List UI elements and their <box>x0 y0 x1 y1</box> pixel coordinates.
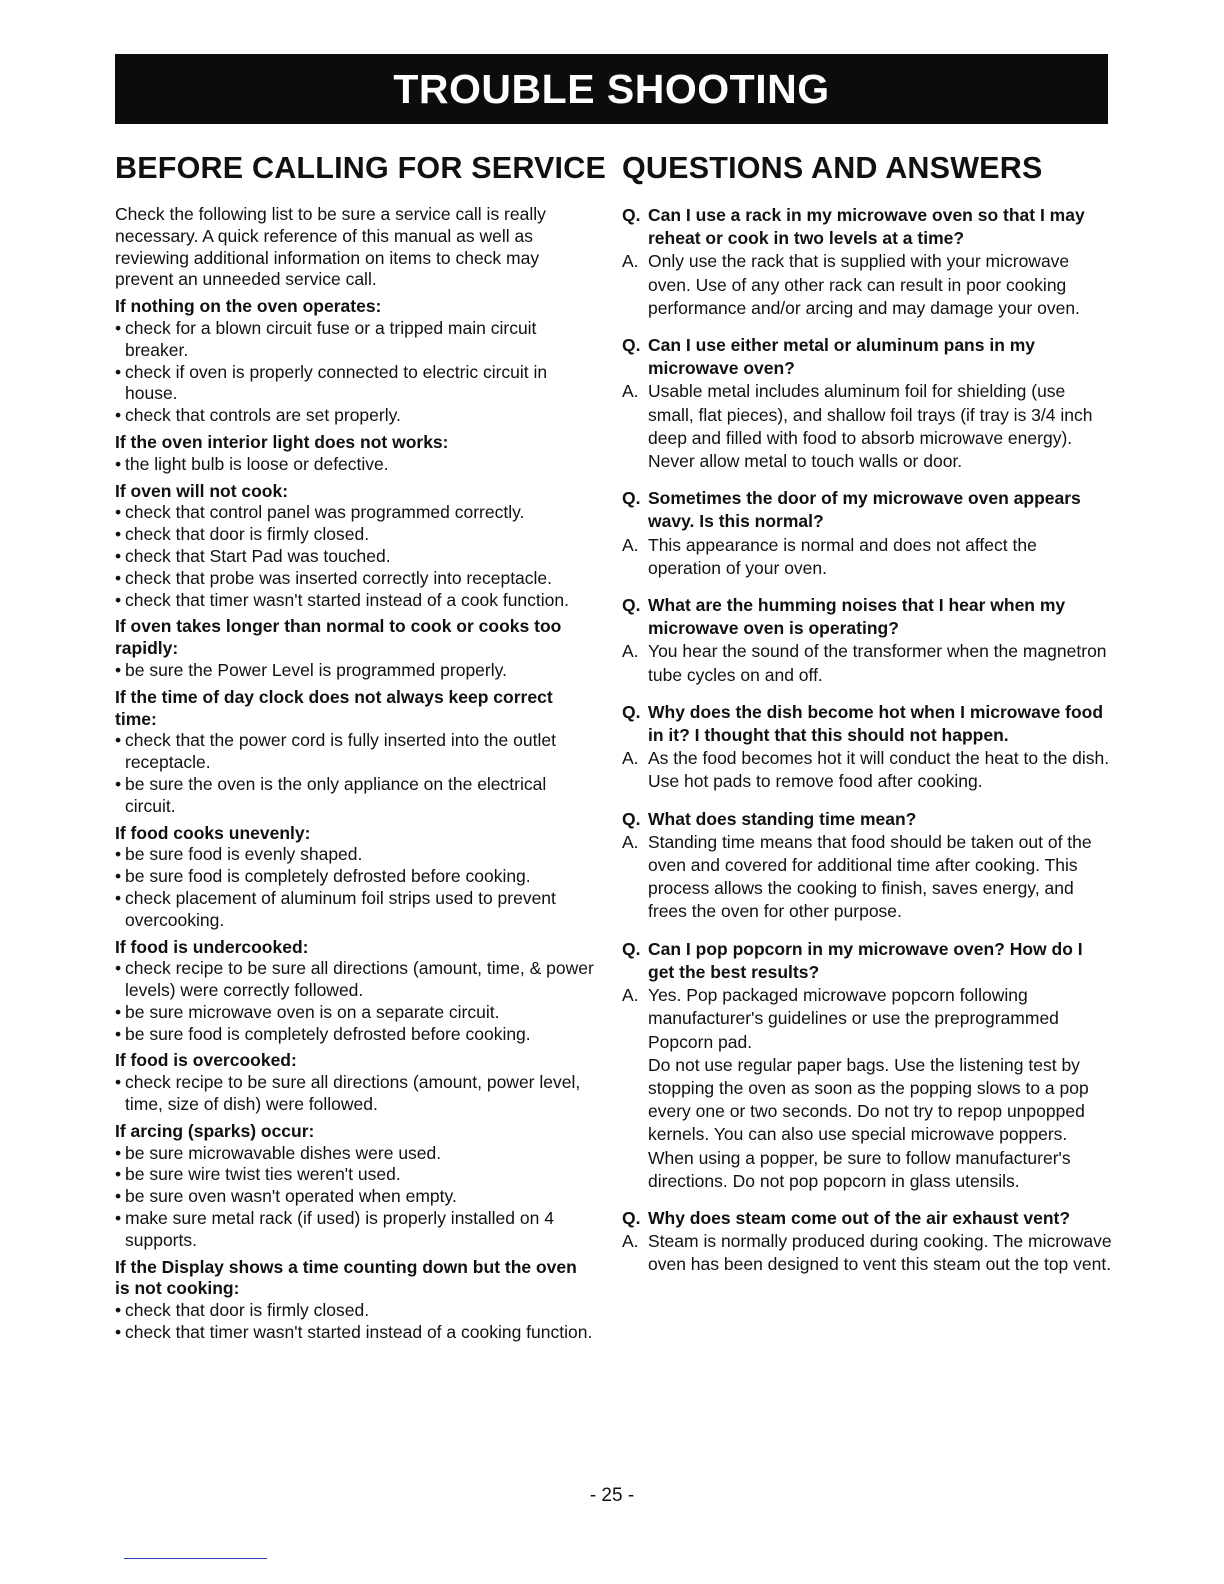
qa-item <box>622 808 1112 924</box>
trouble-section <box>115 616 595 681</box>
checklist-item: • check if oven is properly connected to electric circuit in house. <box>115 362 595 406</box>
checklist-item: • be sure oven wasn't operated when empty. <box>115 1186 595 1208</box>
trouble-section <box>115 823 595 932</box>
trouble-section-heading: If food is overcooked: <box>115 1050 297 1071</box>
question-text: What does standing time mean? <box>648 808 917 829</box>
answer <box>622 380 1112 473</box>
checklist-item: • check that control panel was programmed correctly. <box>115 502 595 524</box>
checklist-item: • check that the power cord is fully inserted into the outlet receptacle. <box>115 730 595 774</box>
trouble-checklist <box>115 1300 595 1344</box>
trouble-section <box>115 481 595 612</box>
checklist-item: • check recipe to be sure all directions (amount, time, & power levels) were correctly followed. <box>115 958 595 1002</box>
checklist-item: • check that door is firmly closed. <box>115 524 595 546</box>
question-text: Can I pop popcorn in my microwave oven? How do I get the best results? <box>648 938 1083 982</box>
qa-item <box>622 204 1112 320</box>
answer <box>622 250 1112 320</box>
answer-marker: A. <box>622 251 639 272</box>
checklist-item: • be sure wire twist ties weren't used. <box>115 1164 595 1186</box>
question <box>622 808 1112 831</box>
answer-marker: A. <box>622 748 639 769</box>
question <box>622 1207 1112 1230</box>
trouble-checklist <box>115 1143 595 1252</box>
trouble-checklist <box>115 318 595 427</box>
question <box>622 701 1112 747</box>
answer-text: As the food becomes hot it will conduct the heat to the dish. Use hot pads to remove food after cooking. <box>648 748 1110 792</box>
trouble-checklist <box>115 730 595 817</box>
page-number: - 25 - <box>589 1485 635 1506</box>
qa-list <box>622 204 1112 1277</box>
question-text: Why does the dish become hot when I microwave food in it? I thought that this should not happen. <box>648 701 1104 746</box>
checklist-item: • check that door is firmly closed. <box>115 1300 595 1322</box>
answer-marker: A. <box>622 381 639 402</box>
qa-item <box>622 594 1112 687</box>
question <box>622 487 1112 533</box>
checklist-item: • check that timer wasn't started instead of a cook function. <box>115 590 595 612</box>
trouble-checklist <box>115 454 595 476</box>
answer <box>622 831 1112 924</box>
trouble-section-heading: If arcing (sparks) occur: <box>115 1120 315 1141</box>
qa-item <box>622 701 1112 794</box>
checklist-item: • check that probe was inserted correctly into receptacle. <box>115 568 595 590</box>
trouble-section <box>115 432 595 476</box>
question <box>622 594 1112 640</box>
answer <box>622 747 1112 793</box>
answer <box>622 640 1112 686</box>
troubleshooting-list <box>115 296 595 1344</box>
trouble-checklist <box>115 844 595 931</box>
checklist-item: • check that controls are set properly. <box>115 405 595 427</box>
trouble-checklist <box>115 1072 595 1116</box>
question-marker: Q. <box>622 205 641 225</box>
question-text: Can I use a rack in my microwave oven so that I may reheat or cook in two levels at a time? <box>648 205 1085 249</box>
question <box>622 938 1112 984</box>
answer <box>622 984 1112 1193</box>
trouble-checklist <box>115 660 595 682</box>
trouble-section-heading: If nothing on the oven operates: <box>115 296 382 317</box>
question-marker: Q. <box>622 595 641 616</box>
checklist-item: • be sure food is completely defrosted before cooking. <box>115 866 595 888</box>
checklist-item: • be sure the Power Level is programmed properly. <box>115 660 595 682</box>
checklist-item: • check placement of aluminum foil strips used to prevent overcooking. <box>115 888 595 932</box>
checklist-item: • check for a blown circuit fuse or a tripped main circuit breaker. <box>115 318 595 362</box>
qa-heading: QUESTIONS AND ANSWERS <box>622 151 1043 185</box>
question-marker: Q. <box>622 938 641 959</box>
answer-text: Yes. Pop packaged microwave popcorn following manufacturer's guidelines or use the preprogrammed Popcorn pad. <box>648 985 1059 1052</box>
answer-text: Do not use regular paper bags. Use the listening test by stopping the oven as soon as the popping slows to a pop every one or two seconds. Do not try to repop unpopped kernels. You can also use special microwave poppers. When using a popper, be sure to follow manufacturer's directions. Do not pop popcorn in glass utensils. <box>648 1054 1089 1191</box>
answer-marker: A. <box>622 831 639 852</box>
trouble-checklist <box>115 958 595 1045</box>
checklist-item: • be sure food is completely defrosted before cooking. <box>115 1024 595 1046</box>
answer <box>622 534 1112 580</box>
question-marker: Q. <box>622 701 641 722</box>
checklist-item: • be sure the oven is the only appliance on the electrical circuit. <box>115 774 595 818</box>
qa-item <box>622 1207 1112 1277</box>
checklist-item: • be sure food is evenly shaped. <box>115 844 595 866</box>
checklist-item: • be sure microwavable dishes were used. <box>115 1143 595 1165</box>
answer-marker: A. <box>622 985 639 1006</box>
trouble-section <box>115 1257 595 1344</box>
answer-text: Steam is normally produced during cooking. The microwave oven has been designed to vent this steam out the top vent. <box>648 1231 1112 1275</box>
question-text: What are the humming noises that I hear when my microwave oven is operating? <box>648 595 1066 639</box>
checklist-item: • be sure microwave oven is on a separate circuit. <box>115 1002 595 1024</box>
answer-text: Only use the rack that is supplied with your microwave oven. Use of any other rack can result in poor cooking performance and/or arcing and may damage your oven. <box>648 251 1080 318</box>
trouble-section <box>115 937 595 1046</box>
footer-rule <box>124 1558 267 1559</box>
question-text: Can I use either metal or aluminum pans in my microwave oven? <box>648 335 1036 379</box>
question <box>622 334 1112 380</box>
trouble-section <box>115 687 595 818</box>
intro-paragraph: Check the following list to be sure a service call is really necessary. A quick reference of this manual as well as reviewing additional information on items to check may prevent an unneeded service call. <box>115 204 546 290</box>
qa-item <box>622 334 1112 473</box>
trouble-section <box>115 1050 595 1115</box>
trouble-section-heading: If food cooks unevenly: <box>115 822 311 843</box>
question-text: Sometimes the door of my microwave oven appears wavy. Is this normal? <box>648 488 1081 532</box>
qa-item <box>622 487 1112 580</box>
answer-text: Usable metal includes aluminum foil for shielding (use small, flat pieces), and shallow foil trays (if tray is 3/4 inch deep and filled with food to absorb microwave energy). Never allow metal to touch walls or door. <box>648 381 1093 472</box>
question-marker: Q. <box>622 1207 641 1228</box>
qa-column <box>622 150 1112 1291</box>
question-marker: Q. <box>622 808 641 829</box>
answer-text: Standing time means that food should be taken out of the oven and covered for additional time after cooking. This process allows the cooking to finish, saves energy, and frees the oven for other purpose. <box>648 831 1092 922</box>
question-text: Why does steam come out of the air exhaust vent? <box>648 1207 1071 1228</box>
answer-marker: A. <box>622 641 639 662</box>
trouble-section <box>115 1121 595 1252</box>
question-marker: Q. <box>622 488 641 509</box>
before-calling-column <box>115 150 606 1344</box>
answer-marker: A. <box>622 534 639 555</box>
trouble-checklist <box>115 502 595 611</box>
question <box>622 204 1112 250</box>
trouble-section-heading: If food is undercooked: <box>115 936 309 957</box>
question-marker: Q. <box>622 335 641 356</box>
trouble-section-heading: If the time of day clock does not always keep correct time: <box>115 686 553 729</box>
answer-marker: A. <box>622 1231 639 1252</box>
qa-item <box>622 938 1112 1193</box>
answer-text: This appearance is normal and does not affect the operation of your oven. <box>648 534 1037 578</box>
checklist-item: • make sure metal rack (if used) is properly installed on 4 supports. <box>115 1208 595 1252</box>
trouble-section-heading: If oven will not cook: <box>115 480 289 501</box>
answer-text: You hear the sound of the transformer when the magnetron tube cycles on and off. <box>648 641 1107 685</box>
answer <box>622 1230 1112 1276</box>
before-calling-heading: BEFORE CALLING FOR SERVICE <box>115 151 606 185</box>
checklist-item: • the light bulb is loose or defective. <box>115 454 595 476</box>
trouble-section-heading: If the oven interior light does not works: <box>115 431 449 452</box>
trouble-section-heading: If oven takes longer than normal to cook or cooks too rapidly: <box>115 616 562 659</box>
trouble-section <box>115 296 595 427</box>
checklist-item: • check that Start Pad was touched. <box>115 546 595 568</box>
section-banner: TROUBLE SHOOTING <box>115 54 1108 124</box>
checklist-item: • check that timer wasn't started instead of a cooking function. <box>115 1322 595 1344</box>
checklist-item: • check recipe to be sure all directions (amount, power level, time, size of dish) were followed. <box>115 1072 595 1116</box>
trouble-section-heading: If the Display shows a time counting down but the oven is not cooking: <box>115 1256 577 1299</box>
